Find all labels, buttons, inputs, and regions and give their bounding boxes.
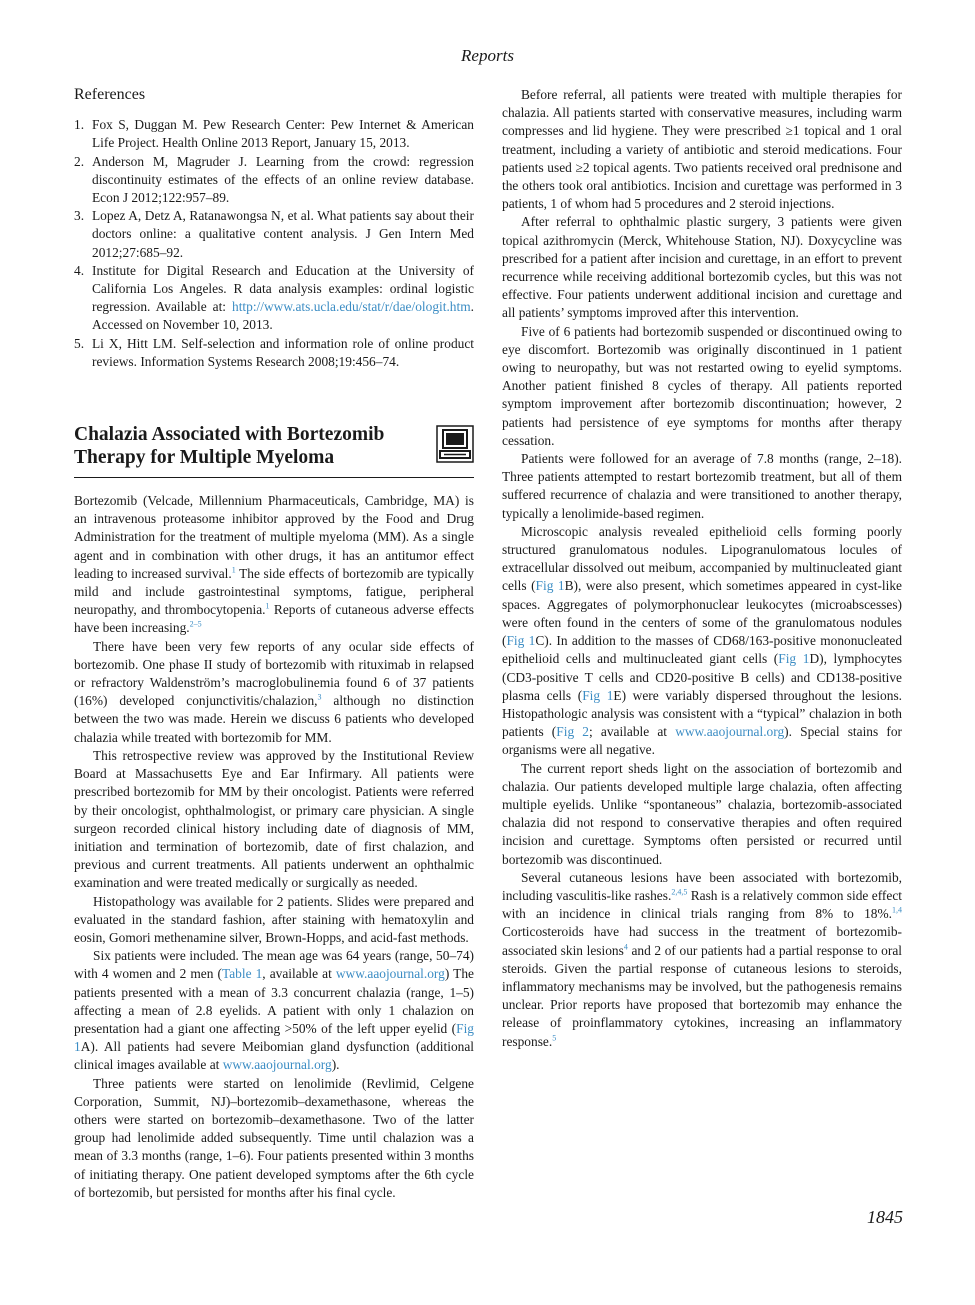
journal-link[interactable]: www.aaojournal.org [335,966,445,982]
reference-text: Li X, Hitt LM. Self-selection and information role of online product reviews. Information Systems Research 2008;19:456–74. [92,335,474,369]
citation[interactable]: 4 [623,942,628,952]
table-link[interactable]: Table 1 [221,966,263,982]
text-run: A). All patients had severe Meibomian gland dysfunction (additional clinical images available at [74,1039,474,1073]
reference-text: . Accessed on November 10, 2013. [92,299,474,333]
text-run: Microscopic analysis revealed epithelioid cells forming poorly structured granulomatous nodules. Lipogranulomatous locules of extracellular dissolved out meibum, accompanied by multinucleated giant cells ( [502,523,902,594]
text-run: ) The patients presented with a mean of 3.3 concurrent chalazia (range, 1–5) affecting a mean of 2.8 eyelids. A patient with only 1 chalazion on presentation had a giant one affecting >50% of the left upper eyelid ( [74,966,474,1036]
text-run: and 2 of our patients had a partial response to oral steroids. Given the partial response of cutaneous lesions to steroids, inflammatory mechanisms may be involved, but the pathogenesis remains unclear. Prior reports have proposed that bortezomib may enhance the release of proinflammatory cytokines, increasing an inflammatory response. [502,942,902,1049]
text-run: D), lymphocytes (CD3-positive T cells and CD20-positive B cells) and CD138-positive plasma cells ( [502,651,902,703]
figure-link[interactable]: Fig 1 [506,633,536,649]
citation[interactable]: 2–5 [189,620,202,629]
references-heading: References [74,86,146,103]
left-column [74,86,474,1202]
paragraph: Patients were followed for an average of 7.8 months (range, 2–18). Three patients attempted to restart bortezomib treatment, but all of them suffered recurrence of chalazia and were transitioned to another therapy, typically a lenolimide-based regimen. [502,451,902,521]
reference-text: Lopez A, Detz A, Ratanawongsa N, et al. What patients say about their doctors online: a qualitative content analysis. J Gen Intern Med 2012;27:685–92. [92,208,474,260]
reference-text: Institute for Digital Research and Education at the University of California Los Angeles. R data analysis examples: ordinal logistic regression. Available at: [92,262,474,315]
reference-number: 1. [74,117,85,133]
reference-number: 2. [74,153,85,169]
text-run: Reports of cutaneous adverse effects have been increasing. [74,602,475,636]
reference-text: Fox S, Duggan M. Pew Research Center: Pew Internet & American Life Project. Health Online 2013 Report, January 15, 2013. [92,117,474,151]
paragraph: Histopathology was available for 2 patients. Slides were prepared and evaluated in the standard fashion, after staining with hematoxylin and eosin, Gomori methenamine silver, Brown-Hopps, and acid-fast methods. [74,893,474,945]
reference-link[interactable]: http://www.ats.ucla.edu/stat/r/dae/ologit.htm [232,299,471,315]
paragraph [502,523,902,760]
reference-number: 5. [74,335,85,351]
journal-link[interactable]: www.aaojournal.org [675,724,785,740]
figure-link[interactable]: Fig 1 [74,1020,474,1055]
paragraph: Five of 6 patients had bortezomib suspended or discontinued owing to eye discomfort. Bortezomib was originally discontinued in 1 patient owing to neuropathy, but was not restarted owing to eyelid symptoms. Another patient finished 8 cycles of therapy. All patients reported symptom improvement after bortezomib discontinuation; however, 2 patients had persistence of eye symptoms for months after therapy cessation. [502,323,902,448]
figure-link[interactable]: Fig 1 [778,651,810,667]
text-run: Bortezomib (Velcade, Millennium Pharmaceuticals, Cambridge, MA) is an intravenous proteasome inhibitor approved by the Food and Drug Administration for the treatment of multiple myeloma (MM). As a single agent and in combination with other drugs, it has an antitumor effect leading to increased survival. [74,493,474,581]
citation[interactable]: 1,4 [892,905,902,915]
text-run: There have been very few reports of any ocular side effects of bortezomib. One phase II study of bortezomib with rituximab in relapsed or refractory Waldenström’s macroglobulinemia found 6 of 37 patients (16%) developed conjunctivitis/chalazion, [74,638,474,709]
reference-item [74,335,474,371]
reference-text: Anderson M, Magruder J. Learning from the crowd: regression discontinuity estimates of the effects of an online review database. Econ J 2012;122:957–89. [92,153,474,206]
article-title: Chalazia Associated with Bortezomib Therapy for Multiple Myeloma [74,424,385,469]
text-run: E) were variably dispersed throughout the lesions. Histopathologic analysis was consistent with a “typical” chalazion in both patients ( [502,687,903,740]
paragraph: After referral to ophthalmic plastic surgery, 3 patients were given topical azithromycin (Merck, Whitehouse Station, NJ). Doxycycline was prescribed for a patient after incision and curettage, in an effort to prevent recurrence while receiving additional bortezomib cycles, but this was not effective. Four patients underwent additional incision and curettage and all patients’ symptoms improved after this intervention. [502,214,902,321]
citation[interactable]: 3 [317,692,322,702]
computer-icon [436,425,474,463]
citation[interactable]: 2,4,5 [671,887,688,897]
citation[interactable]: 1 [265,601,270,611]
paragraph: The current report sheds light on the association of bortezomib and chalazia. Our patients developed multiple large chalazia, often affecting multiple eyelids. Unlike “spontaneous” chalazia, bortezomib-associated chalazia did not respond to conservative therapies and often required incision and curettage. Symptoms often persisted or recurred until bortezomib was discontinued. [502,760,902,867]
paragraph: Three patients were started on lenolimide (Revlimid, Celgene Corporation, Summit, NJ)–bortezomib–dexamethasone, whereas the others were started on bortezomib–dexamethasone. Two of the latter group had lenolimide added subsequently. Time until chalazion was a mean of 3.3 months (range, 1–6). Four patients presented within 3 months of initiating therapy. One patient developed symptoms after the 6th cycle of bortezomib, but persisted for months after his final cycle. [74,1075,474,1200]
paragraph [74,638,474,747]
text-run: The side effects of bortezomib are typically mild and include gastrointestinal symptoms, fatigue, peripheral neuropathy, and thrombocytopenia. [74,565,474,618]
reference-number: 3. [74,208,85,224]
citation[interactable]: 1 [231,565,236,575]
paragraph [74,947,474,1074]
article-header [74,423,474,478]
page-number: 1845 [867,1207,903,1227]
reference-item [74,207,474,262]
text-run: Rash is a relatively common side effect with an incidence in clinical trials ranging from 8% to 18%. [502,887,902,922]
text-run: ). [331,1057,340,1073]
reference-item [74,116,474,152]
text-run: ; available at [589,724,676,740]
figure-link[interactable]: Fig 1 [582,687,614,703]
citation[interactable]: 5 [552,1033,557,1043]
text-run: Six patients were included. The mean age was 64 years (range, 50–74) with 4 women and 2 men ( [74,948,474,982]
paragraph: Before referral, all patients were treated with multiple therapies for chalazia. All patients started with conservative measures, including warm compresses and lid hygiene. They were prescribed ≥1 topical and 1 oral treatment, including a variety of antibiotic and steroid medications. Four patients used ≥2 topical agents. Two patients received oral prednisone and the others took oral antibiotics. Incision and curettage was performed in 3 patients, 1 of whom had 5 procedures and 2 steroid injections. [502,87,902,212]
paragraph [74,492,474,638]
journal-link[interactable]: www.aaojournal.org [222,1057,332,1073]
figure-link[interactable]: Fig 1 [535,578,565,594]
reference-list [74,116,474,371]
paragraph: This retrospective review was approved by the Institutional Review Board at Massachusetts Eye and Ear Infirmary. All patients were prescribed bortezomib for MM by their oncologist. Patients were referred by their oncologist, ophthalmologist, or primary care physician. A single surgeon recorded clinical history including date of diagnosis of MM, initiation and termination of bortezomib, date of first chalazion, and previous and current treatments. All patients underwent an ophthalmic examination and were treated medically or surgically as needed. [74,747,474,891]
text-run: Corticosteroids have had success in the treatment of bortezomib-associated skin lesions [502,924,902,958]
reference-item [74,262,474,335]
text-run: , available at [262,966,336,982]
right-column [502,86,902,1051]
text-run: ). Special stains for organisms were all negative. [502,724,902,758]
text-run: B), were also present, which sometimes appeared in cyst-like spaces. Aggregates of polymorphonuclear leukocytes (microabscesses) were often found in the centers of some of the granulomatous nodules ( [502,578,903,649]
running-head: Reports [461,46,514,65]
paragraph [502,869,902,1051]
figure-link[interactable]: Fig 2 [556,724,589,740]
reference-item [74,153,474,208]
reference-number: 4. [74,262,85,278]
text-run: C). In addition to the masses of CD68/163-positive mononucleated epithelioid cells and multinucleated giant cells ( [502,633,903,667]
text-run: Several cutaneous lesions have been associated with bortezomib, including vasculitis-like rashes. [502,869,902,903]
text-run: although no distinction between the two was made. Herein we discuss 6 patients who developed chalazia while treated with bortezomib for MM. [74,693,475,745]
